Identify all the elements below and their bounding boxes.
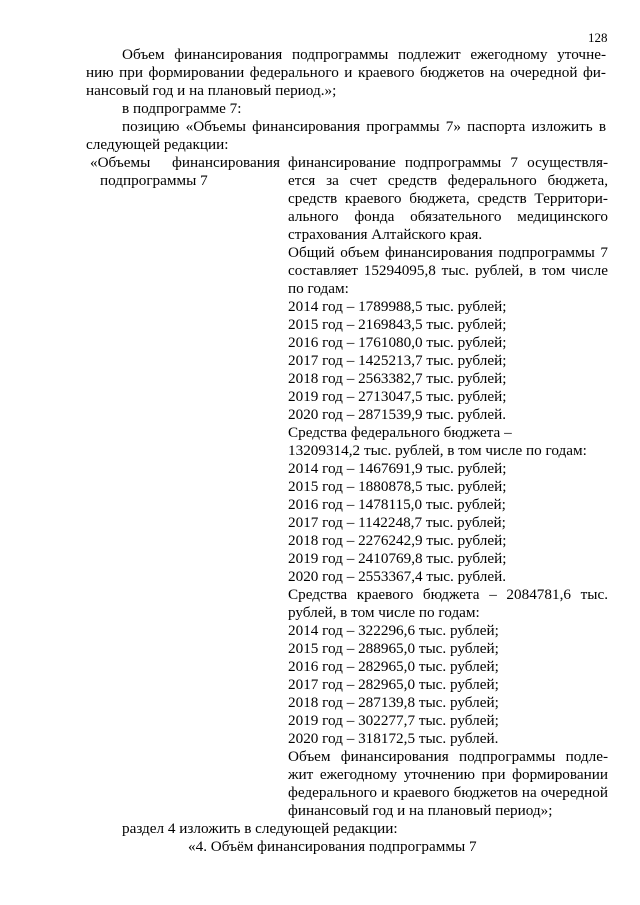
text-line: следующей редакции: bbox=[86, 136, 229, 153]
text-line: страхования Алтайского края. bbox=[288, 226, 483, 243]
section-heading: «4. Объём финансирования подпрограммы 7 bbox=[188, 838, 477, 855]
text-line: составляет 15294095,8 тыс. рублей, в том числе bbox=[288, 262, 608, 279]
text-line: финансирование подпрограммы 7 осуществля- bbox=[288, 154, 608, 171]
text-line: 2016 год – 1478115,0 тыс. рублей; bbox=[288, 496, 506, 513]
text-line: 2020 год – 2871539,9 тыс. рублей. bbox=[288, 406, 506, 423]
text-line: 2018 год – 287139,8 тыс. рублей; bbox=[288, 694, 499, 711]
text-line: 2017 год – 282965,0 тыс. рублей; bbox=[288, 676, 499, 693]
text-line: федерального и краевого бюджетов на очередной bbox=[288, 784, 608, 801]
text-line: 2014 год – 1789988,5 тыс. рублей; bbox=[288, 298, 507, 315]
page-number: 128 bbox=[588, 30, 608, 45]
text-line: 2018 год – 2563382,7 тыс. рублей; bbox=[288, 370, 507, 387]
text-line: 2015 год – 1880878,5 тыс. рублей; bbox=[288, 478, 507, 495]
text-line: 2016 год – 1761080,0 тыс. рублей; bbox=[288, 334, 507, 351]
text-line: 2020 год – 2553367,4 тыс. рублей. bbox=[288, 568, 506, 585]
text-line: 2017 год – 1425213,7 тыс. рублей; bbox=[288, 352, 507, 369]
text-line: подпрограммы 7 bbox=[100, 172, 208, 189]
text-line: Общий объем финансирования подпрограммы 7 bbox=[288, 244, 608, 261]
text-line: 13209314,2 тыс. рублей, в том числе по годам: bbox=[288, 442, 587, 459]
text-line: финансовый год и на плановый период»; bbox=[288, 802, 553, 819]
text-line: жит ежегодному уточнению при формировании bbox=[288, 766, 608, 783]
text-line: Средства краевого бюджета – 2084781,6 тыс. bbox=[288, 586, 608, 603]
text-line: по годам: bbox=[288, 280, 349, 297]
text-line: 2014 год – 1467691,9 тыс. рублей; bbox=[288, 460, 507, 477]
text-line: 2018 год – 2276242,9 тыс. рублей; bbox=[288, 532, 507, 549]
text-line: 2017 год – 1142248,7 тыс. рублей; bbox=[288, 514, 506, 531]
text-line: нансовый год и на плановый период.»; bbox=[86, 82, 337, 99]
text-line: в подпрограмме 7: bbox=[122, 100, 242, 117]
text-line: 2016 год – 282965,0 тыс. рублей; bbox=[288, 658, 499, 675]
text-line: 2014 год – 322296,6 тыс. рублей; bbox=[288, 622, 499, 639]
text-line: ется за счет средств федерального бюджета, bbox=[288, 172, 608, 189]
text-line: нию при формировании федерального и краевого бюджетов на очередной фи- bbox=[86, 64, 606, 81]
text-line: 2019 год – 302277,7 тыс. рублей; bbox=[288, 712, 499, 729]
text-line: 2015 год – 2169843,5 тыс. рублей; bbox=[288, 316, 507, 333]
text-line: «Объемы финансирования bbox=[90, 154, 280, 171]
text-line: средств краевого бюджета, средств Территори- bbox=[288, 190, 608, 207]
text-line: ального фонда обязательного медицинского bbox=[288, 208, 608, 225]
text-line: 2015 год – 288965,0 тыс. рублей; bbox=[288, 640, 499, 657]
text-line: Объем финансирования подпрограммы подле- bbox=[288, 748, 608, 765]
text-line: 2019 год – 2713047,5 тыс. рублей; bbox=[288, 388, 507, 405]
text-line: 2020 год – 318172,5 тыс. рублей. bbox=[288, 730, 499, 747]
text-line: Средства федерального бюджета – bbox=[288, 424, 512, 441]
text-line: рублей, в том числе по годам: bbox=[288, 604, 480, 621]
text-line: раздел 4 изложить в следующей редакции: bbox=[122, 820, 398, 837]
text-line: Объем финансирования подпрограммы подлежит ежегодному уточне- bbox=[122, 46, 606, 63]
text-line: позицию «Объемы финансирования программы 7» паспорта изложить в bbox=[122, 118, 606, 135]
text-line: 2019 год – 2410769,8 тыс. рублей; bbox=[288, 550, 507, 567]
